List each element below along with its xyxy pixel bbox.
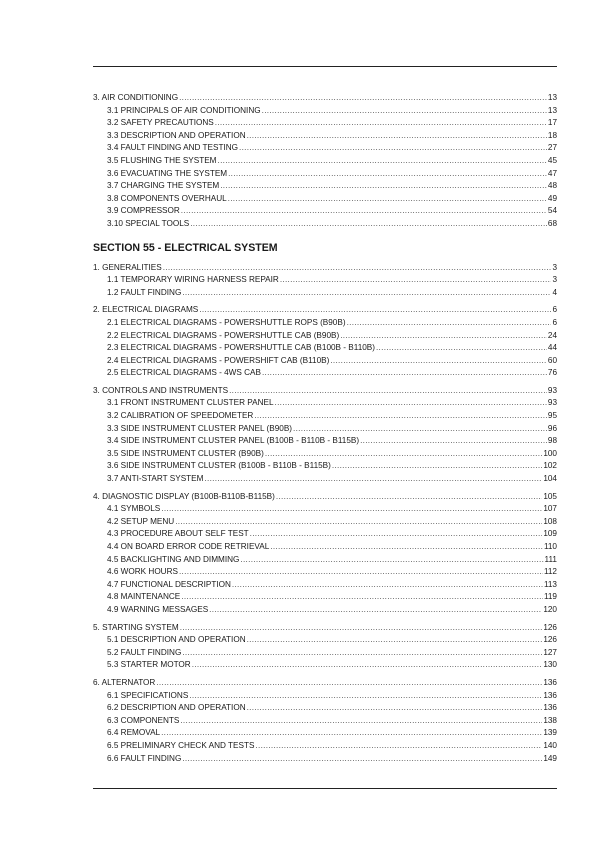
entry-title: 3.5 FLUSHING THE SYSTEM (107, 155, 217, 165)
toc-subentry[interactable] (93, 528, 557, 541)
entry-page-number: 120 (543, 604, 557, 614)
section-heading: SECTION 55 - ELECTRICAL SYSTEM (93, 241, 278, 254)
dot-leader (276, 491, 542, 504)
toc-subentry[interactable] (93, 180, 557, 193)
toc-subentry[interactable] (93, 753, 557, 766)
dot-leader (189, 690, 542, 703)
toc-preceding-groups (93, 92, 557, 231)
entry-page-number: 3 (552, 262, 557, 272)
entry-title: 4.1 SYMBOLS (107, 504, 161, 514)
entry-page-number: 44 (547, 343, 557, 353)
entry-title: 5.3 STARTER MOTOR (107, 660, 191, 670)
entry-title: 3.6 EVACUATING THE SYSTEM (107, 168, 228, 178)
toc-subentry[interactable] (93, 317, 557, 330)
toc-subentry[interactable] (93, 604, 557, 617)
entry-title: 1.1 TEMPORARY WIRING HARNESS REPAIR (107, 275, 279, 285)
dot-leader (270, 541, 543, 554)
entry-page-number: 126 (543, 622, 557, 632)
entry-page-number: 6 (552, 305, 557, 315)
dot-leader (376, 342, 547, 355)
toc-subentry[interactable] (93, 503, 557, 516)
toc-subentry[interactable] (93, 205, 557, 218)
entry-title: 1. GENERALITIES (93, 262, 162, 272)
dot-leader (240, 554, 543, 567)
entry-page-number: 96 (547, 423, 557, 433)
toc-subentry[interactable] (93, 690, 557, 703)
dot-leader (156, 677, 542, 690)
dot-leader (181, 205, 547, 218)
dot-leader (180, 622, 543, 635)
entry-title: 3.6 SIDE INSTRUMENT CLUSTER (B100B - B110B - B115B) (107, 461, 331, 471)
entry-title: 6.2 DESCRIPTION AND OPERATION (107, 703, 246, 713)
entry-page-number: 113 (543, 579, 557, 589)
toc-subentry[interactable] (93, 193, 557, 206)
dot-leader (204, 473, 542, 486)
entry-title: 4.3 PROCEDURE ABOUT SELF TEST (107, 529, 249, 539)
dot-leader (181, 591, 543, 604)
dot-leader (247, 634, 543, 647)
entry-title: 4.4 ON BOARD ERROR CODE RETRIEVAL (107, 542, 270, 551)
toc-subentry[interactable] (93, 397, 557, 410)
toc-subentry[interactable] (93, 554, 557, 567)
dot-leader (190, 218, 547, 231)
entry-title: 6.5 PRELIMINARY CHECK AND TESTS (107, 740, 255, 750)
entry-page-number: 138 (543, 715, 557, 725)
entry-title: 3.1 FRONT INSTRUMENT CLUSTER PANEL (107, 398, 274, 408)
toc-subentry[interactable] (93, 168, 557, 181)
dot-leader (218, 155, 547, 168)
entry-title: 3.10 SPECIAL TOOLS (107, 218, 190, 228)
entry-title: 6.3 COMPONENTS (107, 715, 180, 725)
entry-page-number: 93 (547, 385, 557, 395)
toc-subentry[interactable] (93, 634, 557, 647)
entry-page-number: 102 (543, 461, 557, 471)
toc-group (93, 622, 557, 672)
dot-leader (192, 659, 543, 672)
entry-page-number: 107 (543, 504, 557, 514)
toc-group (93, 385, 557, 486)
toc-subentry[interactable] (93, 130, 557, 143)
dot-leader (161, 503, 542, 516)
entry-page-number: 27 (547, 143, 557, 153)
dot-leader (180, 715, 542, 728)
entry-title: 3.1 PRINCIPALS OF AIR CONDITIONING (107, 105, 261, 115)
entry-page-number: 45 (547, 155, 557, 165)
entry-title: 2.4 ELECTRICAL DIAGRAMS - POWERSHIFT CAB (B110B) (107, 355, 330, 365)
dot-leader (247, 702, 543, 715)
entry-page-number: 6 (552, 317, 557, 327)
dot-leader (255, 740, 542, 753)
toc-chapter-entry[interactable] (93, 92, 557, 105)
entry-title: 3.2 CALIBRATION OF SPEEDOMETER (107, 411, 254, 421)
entry-page-number: 98 (547, 436, 557, 446)
dot-leader (179, 92, 547, 105)
entry-page-number: 18 (547, 130, 557, 140)
entry-page-number: 3 (552, 275, 557, 285)
entry-title: 1.2 FAULT FINDING (107, 287, 182, 297)
entry-page-number: 149 (543, 753, 557, 763)
toc-group (93, 491, 557, 617)
entry-title: 6.4 REMOVAL (107, 728, 161, 738)
entry-title: 4.6 WORK HOURS (107, 567, 178, 577)
entry-title: 4.9 WARNING MESSAGES (107, 604, 209, 614)
dot-leader (215, 117, 547, 130)
entry-title: 4.8 MAINTENANCE (107, 592, 181, 602)
entry-page-number: 126 (543, 635, 557, 645)
entry-title: 3. AIR CONDITIONING (93, 93, 179, 102)
entry-title: 2.3 ELECTRICAL DIAGRAMS - POWERSHUTTLE CAB (B100B - B110B) (107, 343, 375, 353)
dot-leader (262, 105, 547, 118)
entry-page-number: 109 (543, 529, 557, 539)
entry-page-number: 100 (543, 448, 557, 458)
dot-leader (182, 753, 542, 766)
dot-leader (239, 142, 547, 155)
entry-page-number: 127 (543, 647, 557, 657)
entry-page-number: 140 (543, 740, 557, 750)
entry-page-number: 48 (547, 181, 557, 191)
entry-title: 3.7 ANTI-START SYSTEM (107, 474, 204, 484)
entry-title: 4.7 FUNCTIONAL DESCRIPTION (107, 579, 231, 589)
entry-page-number: 136 (543, 690, 557, 700)
entry-page-number: 139 (543, 728, 557, 738)
dot-leader (228, 193, 547, 206)
toc-subentry[interactable] (93, 448, 557, 461)
entry-title: 5.1 DESCRIPTION AND OPERATION (107, 635, 246, 645)
entry-title: 2.5 ELECTRICAL DIAGRAMS - 4WS CAB (107, 368, 261, 378)
entry-page-number: 93 (547, 398, 557, 408)
dot-leader (254, 410, 547, 423)
toc-subentry[interactable] (93, 715, 557, 728)
toc-subentry[interactable] (93, 727, 557, 740)
entry-page-number: 130 (543, 660, 557, 670)
dot-leader (347, 317, 552, 330)
dot-leader (340, 330, 547, 343)
entry-page-number: 136 (543, 703, 557, 713)
dot-leader (332, 460, 542, 473)
entry-page-number: 136 (543, 677, 557, 687)
toc-subentry[interactable] (93, 155, 557, 168)
toc-subentry[interactable] (93, 287, 557, 300)
entry-page-number: 13 (547, 105, 557, 115)
entry-page-number: 95 (547, 411, 557, 421)
entry-title: 2. ELECTRICAL DIAGRAMS (93, 305, 199, 315)
dot-leader (182, 647, 542, 660)
entry-title: 5. STARTING SYSTEM (93, 622, 179, 632)
toc-subentry[interactable] (93, 367, 557, 380)
entry-title: 3.3 SIDE INSTRUMENT CLUSTER PANEL (B90B) (107, 423, 293, 433)
toc-chapter-entry[interactable] (93, 622, 557, 635)
entry-page-number: 49 (547, 193, 557, 203)
dot-leader (175, 516, 542, 529)
bottom-rule (93, 788, 557, 789)
entry-title: 3.4 FAULT FINDING AND TESTING (107, 143, 239, 153)
entry-title: 3.2 SAFETY PRECAUTIONS (107, 118, 214, 128)
toc-subentry[interactable] (93, 410, 557, 423)
entry-page-number: 110 (543, 542, 557, 551)
entry-page-number: 105 (543, 491, 557, 501)
entry-title: 2.2 ELECTRICAL DIAGRAMS - POWERSHUTTLE CAB (B90B) (107, 330, 340, 340)
entry-title: 6.6 FAULT FINDING (107, 753, 182, 763)
dot-leader (228, 168, 547, 181)
top-rule (93, 66, 557, 67)
toc-group (93, 677, 557, 765)
entry-title: 3.9 COMPRESSOR (107, 206, 180, 216)
toc-subentry[interactable] (93, 740, 557, 753)
toc-subentry[interactable] (93, 591, 557, 604)
dot-leader (265, 448, 543, 461)
toc-group (93, 92, 557, 231)
toc-chapter-entry[interactable] (93, 385, 557, 398)
dot-leader (182, 287, 551, 300)
toc-subentry[interactable] (93, 330, 557, 343)
dot-leader (229, 385, 547, 398)
dot-leader (163, 262, 552, 275)
entry-page-number: 112 (543, 567, 557, 577)
entry-page-number: 47 (547, 168, 557, 178)
dot-leader (280, 274, 552, 287)
entry-page-number: 119 (543, 592, 557, 602)
entry-page-number: 4 (552, 287, 557, 297)
toc-subentry[interactable] (93, 218, 557, 231)
toc-subentry[interactable] (93, 142, 557, 155)
toc-group (93, 262, 557, 300)
dot-leader (232, 579, 543, 592)
entry-title: 4.2 SETUP MENU (107, 516, 175, 526)
entry-page-number: 24 (547, 330, 557, 340)
entry-page-number: 104 (543, 474, 557, 484)
table-of-contents (93, 92, 557, 765)
entry-page-number: 68 (547, 218, 557, 228)
dot-leader (220, 180, 547, 193)
entry-title: 6.1 SPECIFICATIONS (107, 690, 189, 700)
toc-group (93, 304, 557, 380)
toc-subentry[interactable] (93, 702, 557, 715)
toc-subentry[interactable] (93, 355, 557, 368)
dot-leader (161, 727, 542, 740)
toc-subentry[interactable] (93, 516, 557, 529)
dot-leader (250, 528, 543, 541)
entry-page-number: 111 (544, 554, 557, 564)
toc-subentry[interactable] (93, 473, 557, 486)
entry-page-number: 76 (547, 368, 557, 378)
toc-subentry[interactable] (93, 541, 557, 554)
dot-leader (275, 397, 547, 410)
toc-subentry[interactable] (93, 579, 557, 592)
entry-title: 2.1 ELECTRICAL DIAGRAMS - POWERSHUTTLE ROPS (B90B) (107, 317, 346, 327)
toc-chapter-entry[interactable] (93, 304, 557, 317)
entry-title: 3.4 SIDE INSTRUMENT CLUSTER PANEL (B100B - B110B - B115B) (107, 436, 360, 446)
toc-subentry[interactable] (93, 423, 557, 436)
dot-leader (247, 130, 547, 143)
toc-subentry[interactable] (93, 274, 557, 287)
toc-subentry[interactable] (93, 105, 557, 118)
toc-subentry[interactable] (93, 117, 557, 130)
toc-subentry[interactable] (93, 342, 557, 355)
entry-title: 3. CONTROLS AND INSTRUMENTS (93, 385, 229, 395)
dot-leader (293, 423, 547, 436)
entry-page-number: 17 (547, 118, 557, 128)
entry-title: 3.5 SIDE INSTRUMENT CLUSTER (B90B) (107, 448, 264, 458)
entry-page-number: 60 (547, 355, 557, 365)
entry-title: 4.5 BACKLIGHTING AND DIMMING (107, 554, 240, 564)
dot-leader (360, 435, 547, 448)
toc-chapter-entry[interactable] (93, 491, 557, 504)
entry-title: 3.8 COMPONENTS OVERHAUL (107, 193, 227, 203)
toc-subentry[interactable] (93, 566, 557, 579)
entry-page-number: 108 (543, 516, 557, 526)
toc-subentry[interactable] (93, 647, 557, 660)
entry-title: 3.3 DESCRIPTION AND OPERATION (107, 130, 246, 140)
dot-leader (330, 355, 547, 368)
dot-leader (199, 304, 551, 317)
entry-title: 5.2 FAULT FINDING (107, 647, 182, 657)
toc-section-groups (93, 262, 557, 766)
dot-leader (179, 566, 543, 579)
entry-title: 6. ALTERNATOR (93, 677, 156, 687)
entry-page-number: 13 (547, 93, 557, 102)
entry-title: 3.7 CHARGING THE SYSTEM (107, 181, 220, 191)
toc-chapter-entry[interactable] (93, 677, 557, 690)
dot-leader (209, 604, 542, 617)
toc-subentry[interactable] (93, 460, 557, 473)
entry-title: 4. DIAGNOSTIC DISPLAY (B100B-B110B-B115B) (93, 491, 275, 501)
dot-leader (262, 367, 547, 380)
entry-page-number: 54 (547, 206, 557, 216)
toc-subentry[interactable] (93, 659, 557, 672)
toc-subentry[interactable] (93, 435, 557, 448)
toc-chapter-entry[interactable] (93, 262, 557, 275)
